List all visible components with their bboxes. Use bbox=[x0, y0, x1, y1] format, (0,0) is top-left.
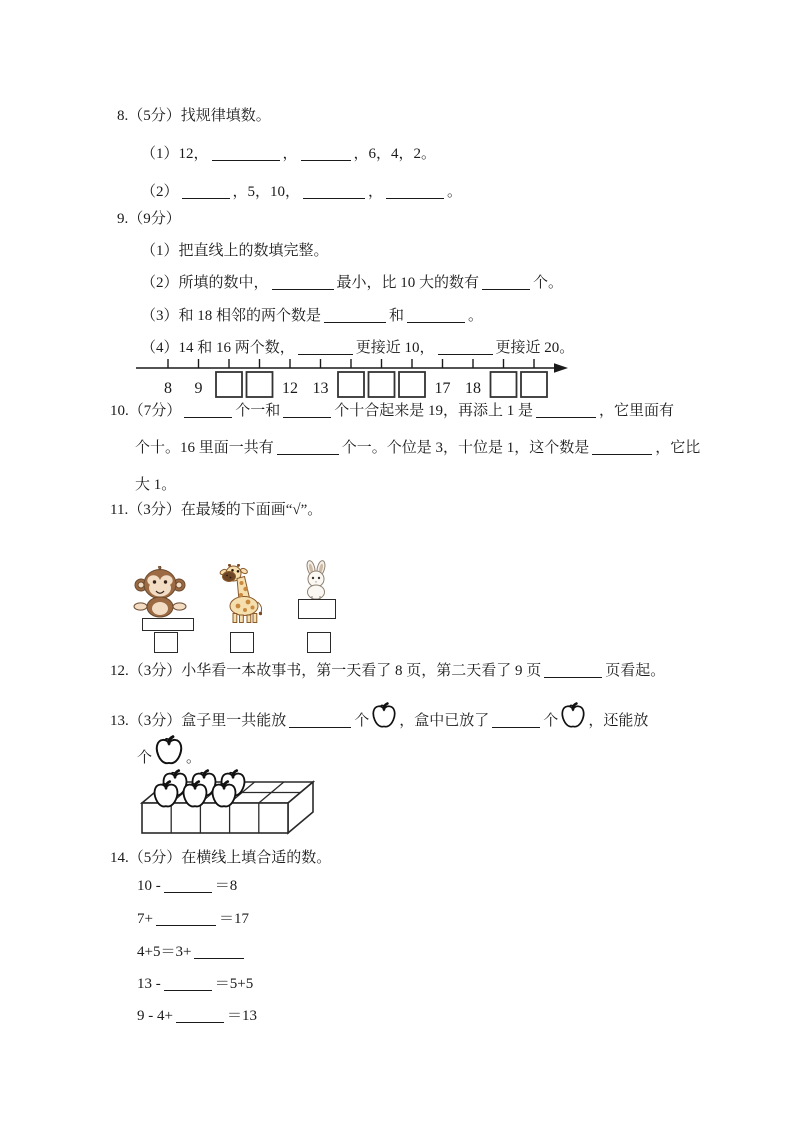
q10-l1-text-d: ，它里面有 bbox=[599, 403, 675, 419]
q10-l1-text-b: 个一和 bbox=[235, 403, 281, 419]
answer-blank bbox=[194, 945, 244, 959]
number-line-figure bbox=[128, 352, 580, 400]
q9-item4-text-c: 更接近 20。 bbox=[495, 340, 575, 356]
answer-blank bbox=[386, 185, 444, 199]
answer-blank bbox=[544, 664, 602, 678]
q9-item3-text-b: 和 bbox=[389, 308, 405, 324]
q8-item2-text-b: ，5，10， bbox=[232, 184, 301, 200]
tick-label: 18 bbox=[465, 380, 481, 397]
tick-label: 8 bbox=[164, 380, 172, 397]
q14-equation-1 bbox=[137, 876, 237, 896]
q14-e1-text-b: ＝8 bbox=[214, 878, 238, 894]
giraffe-check-box bbox=[230, 632, 254, 653]
q9-item4-text-a: （4）14 和 16 两个数， bbox=[141, 340, 295, 356]
q14-heading: 14.（5分）在横线上填合适的数。 bbox=[110, 850, 332, 866]
q8-item-2 bbox=[141, 182, 462, 202]
answer-box bbox=[338, 372, 364, 397]
answer-blank bbox=[182, 185, 230, 199]
rabbit-icon bbox=[301, 560, 331, 600]
q14-e3-text-a: 4+5＝3+ bbox=[137, 944, 192, 960]
answer-box bbox=[491, 372, 517, 397]
answer-box bbox=[247, 372, 273, 397]
answer-blank bbox=[272, 276, 334, 290]
answer-blank bbox=[407, 309, 465, 323]
rabbit-check-box bbox=[307, 632, 331, 653]
q11-heading: 11.（3分）在最矮的下面画“√”。 bbox=[110, 502, 323, 518]
q10-l2-text-c: ，它比 bbox=[655, 440, 701, 456]
q12-text-b: 页看起。 bbox=[605, 663, 666, 679]
q13-l1-text-e: ，还能放 bbox=[588, 713, 649, 729]
apple-outline-icon bbox=[154, 735, 184, 767]
q13-l1-text-d: 个 bbox=[543, 713, 559, 729]
answer-blank bbox=[212, 147, 280, 161]
answer-blank bbox=[176, 1009, 224, 1023]
q10-line-2 bbox=[135, 438, 700, 458]
answer-blank bbox=[592, 441, 652, 455]
answer-box bbox=[369, 372, 395, 397]
q8-item1-text-a: （1）12， bbox=[141, 146, 209, 162]
answer-box bbox=[399, 372, 425, 397]
q14-e4-text-a: 13 - bbox=[137, 976, 161, 992]
q8-item2-text-d: 。 bbox=[447, 184, 463, 200]
q13-line-2 bbox=[137, 735, 201, 768]
answer-blank bbox=[482, 276, 530, 290]
q10-l2-text-a: 个十。16 里面一共有 bbox=[135, 440, 274, 456]
answer-blank bbox=[536, 404, 596, 418]
q8-heading: 8.（5分）找规律填数。 bbox=[117, 108, 271, 124]
q14-equation-5 bbox=[137, 1006, 257, 1026]
answer-blank bbox=[324, 309, 386, 323]
q14-e2-text-b: ＝17 bbox=[218, 911, 249, 927]
q10-l1-text-a: 10.（7分） bbox=[110, 403, 182, 419]
answer-blank bbox=[156, 912, 216, 926]
q8-item1-text-b: ， bbox=[282, 146, 298, 162]
q13-l1-text-c: ，盒中已放了 bbox=[399, 713, 490, 729]
q14-equation-2 bbox=[137, 909, 249, 929]
monkey-stand-box bbox=[142, 618, 194, 631]
number-line-labels bbox=[164, 380, 481, 397]
answer-blank bbox=[301, 147, 351, 161]
q9-item-1: （1）把直线上的数填完整。 bbox=[141, 243, 329, 259]
q9-item4-text-b: 更接近 10， bbox=[355, 340, 435, 356]
tick-label: 12 bbox=[282, 380, 298, 397]
answer-blank bbox=[289, 714, 351, 728]
answer-blank bbox=[283, 404, 331, 418]
q14-e5-text-a: 9 - 4+ bbox=[137, 1008, 173, 1024]
q10-line-3: 大 1。 bbox=[135, 477, 177, 493]
q12-line bbox=[110, 661, 665, 681]
number-line-ticks bbox=[168, 359, 534, 369]
q14-e5-text-b: ＝13 bbox=[226, 1008, 257, 1024]
q9-item2-text-a: （2）所填的数中， bbox=[141, 275, 269, 291]
q14-e1-text-a: 10 - bbox=[137, 878, 161, 894]
q9-item3-text-a: （3）和 18 相邻的两个数是 bbox=[141, 308, 322, 324]
q9-heading: 9.（9分） bbox=[117, 211, 181, 227]
q13-l2-text-b: 。 bbox=[186, 750, 202, 766]
q9-item2-text-b: 最小，比 10 大的数有 bbox=[336, 275, 480, 291]
apple-outline-icon bbox=[560, 702, 586, 730]
apple-box-figure bbox=[140, 769, 336, 843]
answer-box bbox=[521, 372, 547, 397]
q9-item-2 bbox=[141, 273, 563, 293]
tick-label: 17 bbox=[434, 380, 451, 397]
q10-line-1 bbox=[110, 401, 674, 421]
tick-label: 13 bbox=[312, 380, 329, 397]
q14-e2-text-a: 7+ bbox=[137, 911, 153, 927]
q8-item-1 bbox=[141, 144, 436, 164]
rabbit-stand-box bbox=[298, 599, 336, 619]
number-line-answer-boxes bbox=[216, 372, 547, 397]
answer-blank bbox=[184, 404, 232, 418]
q14-e4-text-b: ＝5+5 bbox=[214, 976, 254, 992]
giraffe-icon bbox=[218, 564, 262, 624]
answer-blank bbox=[492, 714, 540, 728]
monkey-icon bbox=[132, 566, 188, 618]
q12-text-a: 12.（3分）小华看一本故事书，第一天看了 8 页，第二天看了 9 页 bbox=[110, 663, 542, 679]
q14-equation-3 bbox=[137, 942, 247, 962]
q14-equation-4 bbox=[137, 974, 253, 994]
q9-item3-text-c: 。 bbox=[468, 308, 484, 324]
q8-item1-text-c: ，6，4，2。 bbox=[353, 146, 437, 162]
answer-blank bbox=[164, 879, 212, 893]
answer-box bbox=[216, 372, 242, 397]
q8-item2-text-a: （2） bbox=[141, 184, 179, 200]
q13-l1-text-a: 13.（3分）盒子里一共能放 bbox=[110, 713, 287, 729]
monkey-check-box bbox=[154, 632, 178, 653]
q9-item2-text-c: 个。 bbox=[533, 275, 564, 291]
tick-label: 9 bbox=[194, 380, 203, 397]
q10-l2-text-b: 个一。个位是 3，十位是 1，这个数是 bbox=[341, 440, 590, 456]
answer-blank bbox=[277, 441, 339, 455]
q8-item2-text-c: ， bbox=[368, 184, 384, 200]
apples-in-box bbox=[155, 771, 245, 807]
right-arrow-icon bbox=[554, 363, 568, 373]
answer-blank bbox=[164, 977, 212, 991]
q9-item-3 bbox=[141, 306, 483, 326]
answer-blank bbox=[303, 185, 365, 199]
q13-l2-text-a: 个 bbox=[137, 750, 153, 766]
box-front-face bbox=[142, 803, 288, 833]
apple-outline-icon bbox=[371, 702, 397, 730]
q13-line-1 bbox=[110, 698, 648, 731]
q13-l1-text-b: 个 bbox=[354, 713, 370, 729]
q10-l1-text-c: 个十合起来是 19，再添上 1 是 bbox=[334, 403, 534, 419]
